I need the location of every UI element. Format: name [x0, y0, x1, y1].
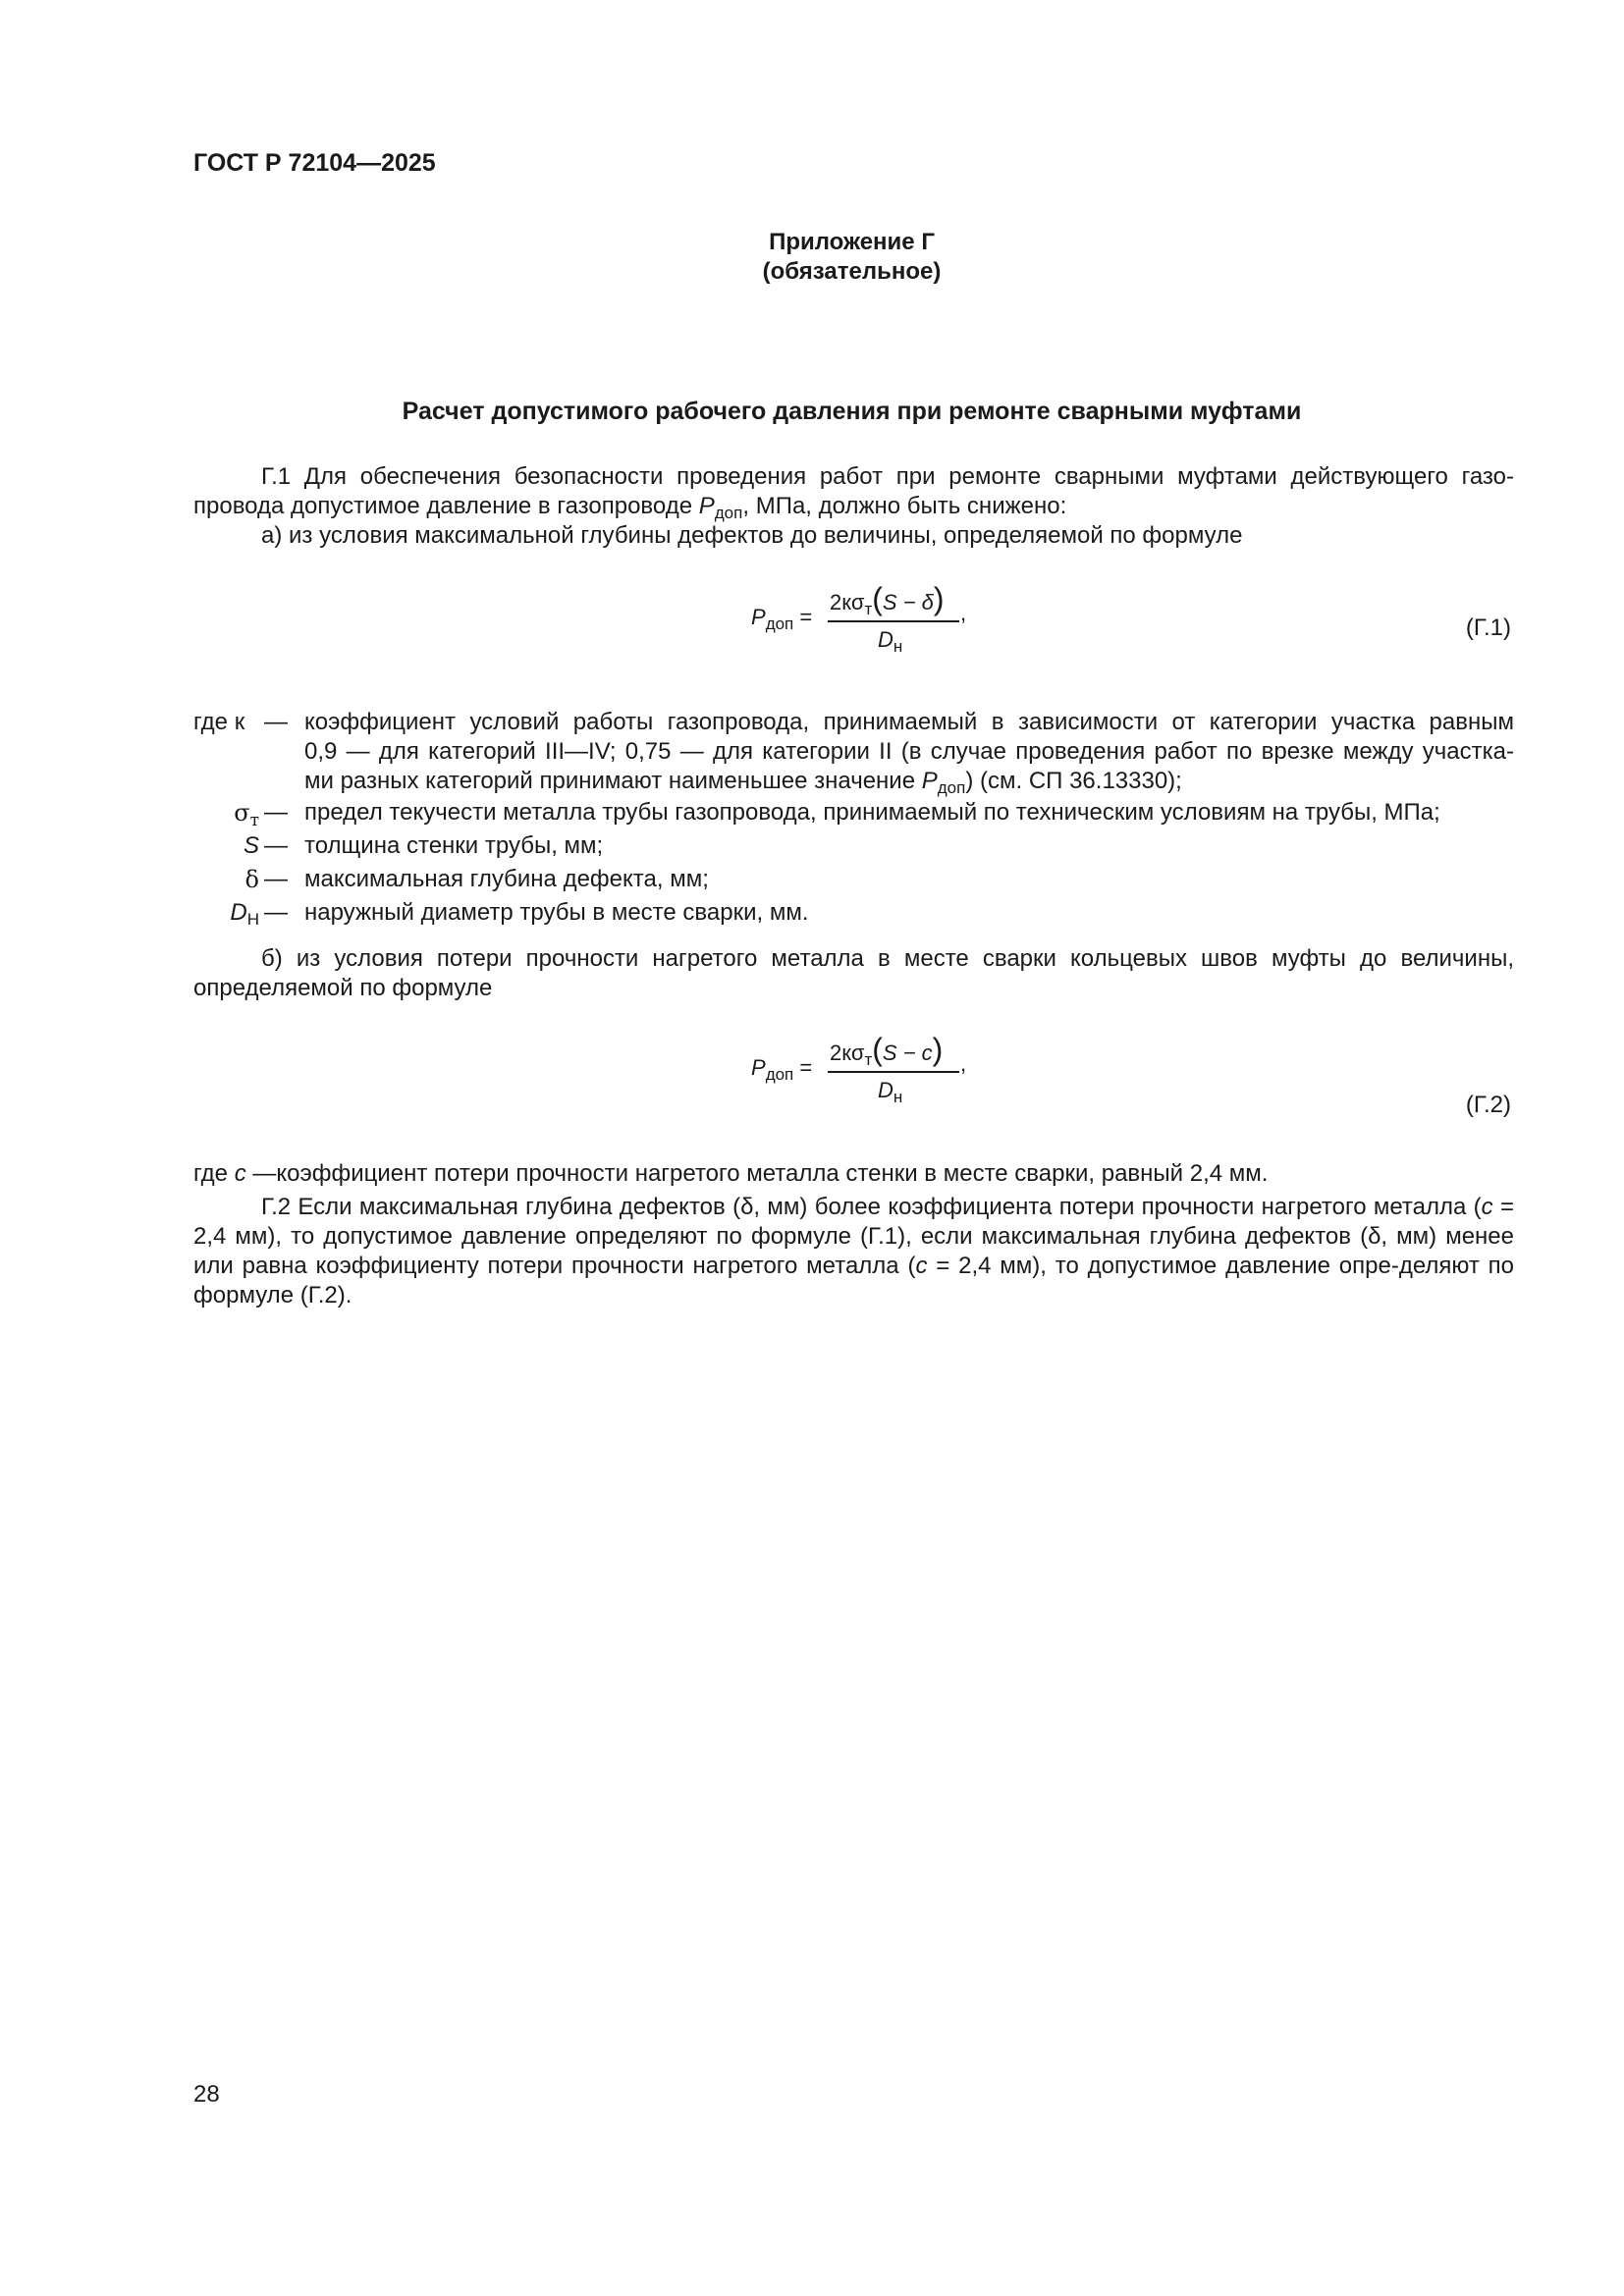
def-k-line-3-text: ми разных категорий принимают наименьшее значение: [304, 768, 922, 794]
formula-g1-num-coef: 2кσ: [830, 590, 865, 614]
formula-g1-num-inner: S − δ: [882, 590, 934, 614]
def-d-letter: D: [230, 899, 247, 926]
formula-g1-den-symbol: D: [878, 627, 893, 652]
def-d-symbol: [193, 898, 259, 934]
def-delta-text: максимальная глубина дефекта, мм;: [304, 866, 709, 892]
def-sigma-symbol: [193, 798, 259, 835]
def-d-subscript: Н: [246, 910, 259, 929]
paragraph-g2-text-3: = 2,4 мм), то допустимое давление опре-деляют по формуле (Г.2).: [193, 1253, 1514, 1308]
appendix-label: Приложение Г: [769, 229, 935, 255]
def-c: [193, 1159, 1514, 1189]
paragraph-g1: [193, 462, 1514, 528]
formula-g2-comma: ,: [960, 1051, 967, 1076]
formula-g1-paren-open: (: [872, 581, 883, 616]
def-s-symbol: S: [243, 832, 259, 859]
def-delta-dash: —: [264, 866, 288, 892]
def-delta-symbol: δ: [244, 866, 259, 893]
formula-g1-num-subscript: т: [864, 600, 873, 618]
def-sigma-dash: —: [264, 799, 288, 826]
formula-g2-paren-open: (: [872, 1032, 883, 1067]
def-c-symbol: c: [234, 1160, 246, 1187]
paragraph-g2-c-1: c: [1481, 1194, 1493, 1220]
formula-g2-lhs-symbol: P: [751, 1055, 766, 1080]
formula-g1-comma: ,: [960, 601, 967, 625]
appendix-status: (обязательное): [762, 258, 942, 285]
item-a: а) из условия максимальной глубины дефектов до величины, определяемой по формуле: [261, 522, 1243, 549]
formula-g1-number: (Г.1): [1465, 614, 1511, 641]
def-s-text: толщина стенки трубы, мм;: [304, 832, 604, 859]
section-title: Расчет допустимого рабочего давления при ремонте сварными муфтами: [402, 398, 1302, 425]
formula-g1-fraction-bar: [828, 620, 959, 622]
def-c-text: —коэффициент потери прочности нагретого металла стенки в месте сварки, равный 2,4 мм.: [245, 1160, 1269, 1187]
def-k-symbol: где к: [193, 709, 245, 735]
def-sigma-letter: σ: [234, 799, 250, 827]
paragraph-g2-text-1: Г.2 Если максимальная глубина дефектов (δ, мм) более коэффициента потери прочности нагретого металла (: [261, 1194, 1482, 1220]
def-k-line-2: 0,9 — для категорий III—IV; 0,75 — для категории II (в случае проведения работ по врезке между участка-: [304, 738, 1514, 765]
paragraph-g2-text-2: = 2,4 мм), то допустимое давление определяют по формуле (Г.1), если максимальная глубина дефектов (δ, мм) менее или равна коэффициенту потери прочности нагретого металла (: [193, 1194, 1515, 1279]
def-s-dash: —: [264, 832, 288, 859]
formula-g2-lhs-subscript: доп: [765, 1065, 794, 1084]
formula-g1-den-subscript: н: [893, 637, 903, 656]
paragraph-g1-text-a: Г.1 Для обеспечения безопасности проведения работ при ремонте сварными муфтами действующего газо-провода допустимое давление в газопроводе: [193, 463, 1514, 519]
def-k-dash: —: [264, 709, 288, 735]
def-k-line-1: коэффициент условий работы газопровода, принимаемый в зависимости от категории участка равным: [304, 709, 1514, 735]
formula-g2-fraction-bar: [828, 1071, 959, 1073]
formula-g2-den-symbol: D: [878, 1078, 893, 1102]
formula-g2-numerator: [830, 1032, 943, 1070]
formula-g2-den-subscript: н: [893, 1088, 903, 1106]
def-k-line-3-end: ) (см. СП 36.13330);: [965, 768, 1182, 794]
p-dop-subscript: доп: [714, 504, 743, 522]
page-number: 28: [193, 2081, 220, 2108]
def-sigma-subscript: т: [249, 811, 259, 830]
formula-g2-number: (Г.2): [1465, 1092, 1511, 1118]
def-k-p-dop-symbol: P: [921, 768, 938, 794]
document-header: ГОСТ Р 72104—2025: [193, 149, 436, 177]
formula-g1-lhs: [751, 605, 812, 634]
appendix-title: [0, 228, 1624, 287]
def-d-text: наружный диаметр трубы в месте сварки, мм.: [304, 899, 809, 926]
p-dop-symbol: P: [698, 493, 715, 519]
formula-g2-denominator: [878, 1078, 902, 1107]
def-sigma-text: предел текучести металла трубы газопровода, принимаемый по техническим условиям на трубы, МПа;: [304, 799, 1440, 826]
formula-g1-paren-close: ): [933, 581, 945, 616]
formula-g2-equals: =: [799, 1055, 813, 1080]
formula-g1-lhs-symbol: P: [751, 605, 766, 629]
formula-g2-num-coef: 2кσ: [830, 1041, 865, 1065]
def-d-dash: —: [264, 899, 288, 926]
formula-g2-paren-close: ): [932, 1032, 944, 1067]
paragraph-g1-text-b: , МПа, должно быть снижено:: [742, 493, 1067, 519]
paragraph-g2-c-2: c: [915, 1253, 928, 1279]
formula-g1-denominator: [878, 627, 902, 657]
def-c-prefix: где: [193, 1160, 235, 1187]
formula-g1-lhs-subscript: доп: [765, 614, 794, 633]
def-k-p-dop-subscript: доп: [937, 778, 966, 797]
item-b: б) из условия потери прочности нагретого металла в месте сварки кольцевых швов муфты до величины, определяемой по формуле: [193, 945, 1514, 1001]
formula-g1-equals: =: [799, 605, 813, 629]
formula-g1-numerator: [830, 581, 945, 619]
formula-g2-lhs: [751, 1055, 812, 1085]
formula-g2-num-subscript: т: [864, 1050, 873, 1069]
formula-g2-num-inner: S − c: [882, 1041, 933, 1065]
paragraph-g2: [193, 1193, 1514, 1310]
